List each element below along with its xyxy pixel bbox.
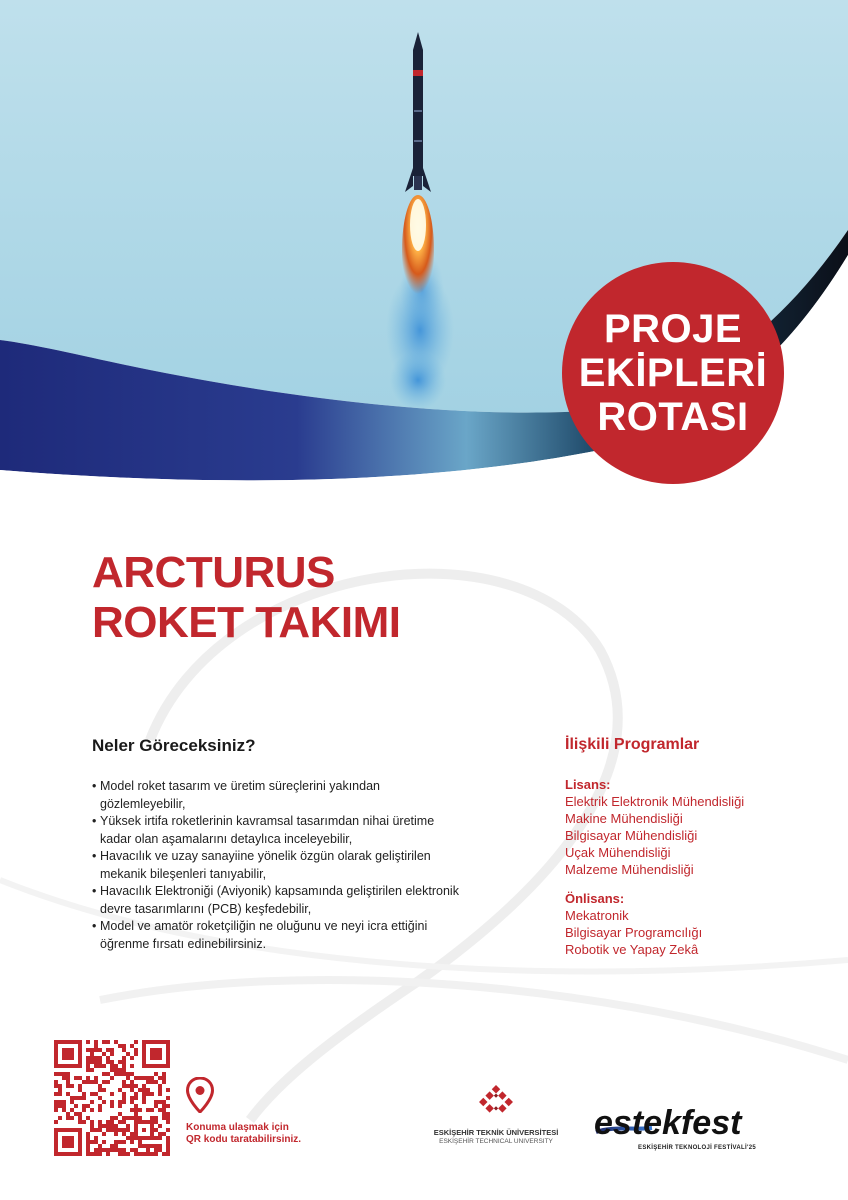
page-title: [92, 548, 401, 648]
list-item-line: kadar olan aşamalarını detaylıca inceleyebilir,: [100, 831, 353, 846]
list-item: [92, 778, 512, 813]
program-item: Bilgisayar Programcılığı: [565, 925, 703, 940]
what-you-will-see-section: [92, 736, 512, 953]
program-item: Mekatronik: [565, 908, 629, 923]
list-item-line: gözlemleyebilir,: [100, 796, 186, 811]
list-item: [92, 813, 512, 848]
qr-instruction-line-2: QR kodu taratabilirsiniz.: [186, 1134, 302, 1145]
related-programs-section: [565, 736, 825, 970]
list-item: [92, 848, 512, 883]
location-pin-icon: [186, 1077, 214, 1113]
estekfest-logo: [592, 1100, 784, 1148]
list-item-line: Yüksek irtifa roketlerinin kavramsal tasarımdan nihai üretime: [100, 814, 435, 828]
program-item: Elektrik Elektronik Mühendisliği: [565, 794, 745, 809]
university-name: ESKİŞEHİR TEKNİK ÜNİVERSİTESİ: [433, 1128, 559, 1137]
list-item-line: Model roket tasarım ve üretim süreçlerini yakından: [100, 779, 380, 793]
program-item: Bilgisayar Mühendisliği: [565, 828, 698, 843]
lisans-label: Lisans:: [565, 777, 611, 792]
badge-line-2: EKİPLERİ: [578, 351, 768, 395]
list-item: [92, 918, 512, 953]
list-item: [92, 883, 512, 918]
what-you-will-see-heading: Neler Göreceksiniz?: [92, 736, 256, 755]
program-item: Uçak Mühendisliği: [565, 845, 671, 860]
list-item-line: Havacılık Elektroniği (Aviyonik) kapsamında geliştirilen elektronik: [100, 884, 459, 898]
feature-list: [92, 778, 512, 953]
estekfest-wordmark: estekfest: [594, 1104, 742, 1142]
title-line-2: ROKET TAKIMI: [92, 598, 401, 647]
list-item-line: Havacılık ve uzay sanayiine yönelik özgün olarak geliştirilen: [100, 849, 431, 863]
badge-line-3: ROTASI: [597, 395, 749, 439]
list-item-line: devre tasarımlarını (PCB) keşfedebilir,: [100, 901, 312, 916]
qr-instruction-line-1: Konuma ulaşmak için: [186, 1122, 289, 1133]
list-item-line: mekanik bileşenleri tanıyabilir,: [100, 866, 267, 881]
list-item-line: öğrenme fırsatı edinebilirsiniz.: [100, 936, 267, 951]
festival-subtitle: ESKİŞEHİR TEKNOLOJİ FESTİVALİ'25: [638, 1145, 756, 1151]
university-logo: [474, 1080, 518, 1124]
onlisans-list: [565, 907, 825, 958]
title-line-1: ARCTURUS: [92, 548, 335, 597]
badge-line-1: PROJE: [603, 307, 743, 351]
program-item: Robotik ve Yapay Zekâ: [565, 942, 699, 957]
qr-instruction: [186, 1122, 301, 1146]
onlisans-label: Önlisans:: [565, 891, 625, 906]
lisans-list: [565, 793, 825, 878]
qr-code-icon[interactable]: [54, 1040, 170, 1156]
related-programs-heading: İlişkili Programlar: [565, 736, 700, 753]
project-teams-badge: [562, 262, 784, 484]
list-item-line: Model ve amatör roketçiliğin ne oluğunu ve neyi icra ettiğini: [100, 919, 428, 933]
program-item: Malzeme Mühendisliği: [565, 862, 694, 877]
university-subtitle: ESKİŞEHİR TECHNICAL UNIVERSITY: [439, 1138, 553, 1145]
program-item: Makine Mühendisliği: [565, 811, 683, 826]
